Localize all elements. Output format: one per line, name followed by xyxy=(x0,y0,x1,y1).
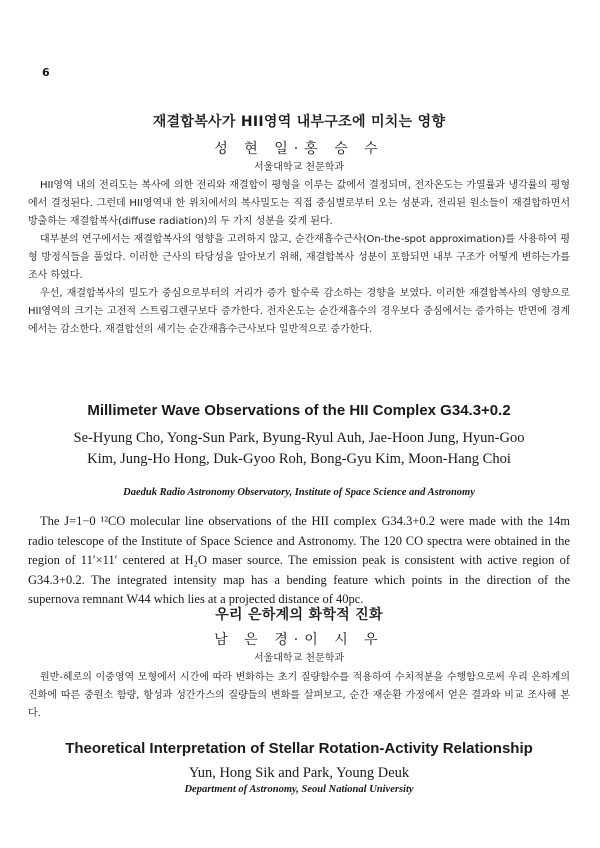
article2-authors-ko: 남 은 경·이 시 우 xyxy=(214,632,384,648)
article1-authors-en: Se-Hyung Cho, Yong-Sun Park, Byung-Ryul Auh, Jae-Hoon Jung, Hyun-Goo Kim, Jung-Ho Hong, Duk-Gyoo Roh, Bong-Gyu Kim, Moon-Hang Choi xyxy=(73,430,525,467)
abstract-ko-paragraph-2: 대부분의 연구에서는 재결합복사의 영향을 고려하지 않고, 순간재흡수근사(On-the-spot approximation)를 사용하여 평형 방정식들을 풀었다. 이러한 근사의 타당성을 알아보기 위해, 재결합복사 성분이 포함되면 내부 구조가 어떻게 변하는가를 조사 하였다. xyxy=(28,234,570,281)
article1-affiliation-ko: 서울대학교 천문학과 xyxy=(253,162,345,173)
article1-authors-ko: 성 현 일·홍 승 수 xyxy=(214,141,384,157)
article2-affiliation-ko: 서울대학교 천문학과 xyxy=(253,653,345,664)
article1-affiliation-en: Daeduk Radio Astronomy Observatory, Institute of Space Science and Astronomy xyxy=(123,487,475,498)
page-number: 6 xyxy=(42,66,50,79)
abstract-ko-paragraph-3: 우선, 재결합복사의 밀도가 중심으로부터의 거리가 증가 할수록 감소하는 경향을 보였다. 이러한 재결합복사의 영향으로 HII영역의 크기는 고전적 스트림그렌구보다 증가한다. 전자온도는 순간재흡수의 경우보다 중심에서는 증가하는 반면에 경계에서는 감소한다. 재결합선의 세기는 순간재흡수근사보다 일반적으로 증가한다. xyxy=(28,288,570,335)
article2-title-en: Theoretical Interpretation of Stellar Rotation-Activity Relationship xyxy=(65,740,533,757)
article2-abstract-ko xyxy=(28,669,570,723)
abstract2-ko-paragraph: 원반-헤로의 이중영역 모형에서 시간에 따라 변화하는 초기 질량함수를 적용하여 수치적분을 수행함으로써 우리 은하계의 진화에 따른 중원소 함량, 항성과 성간가스의 질량들의 변화를 살펴보고, 순간 재순환 가정에서 얻은 결과와 비교 조사해 본다. xyxy=(28,672,570,719)
abstract-en-paragraph: The J=1−0 ¹²CO molecular line observations of the HII complex G34.3+0.2 were made with the 14m radio telescope of the Institute of Space Science and Astronomy. The 120 CO spectra were obtained in the region of 11′×11′ centered at H₂O maser source. The emission peak is consistent with active region of G34.3+0.2. The integrated intensity map has a bending feature which points in the direction of the supernova remnant W44 which lies at a projected distance of 40pc. xyxy=(28,514,570,606)
article2-affiliation-en: Department of Astronomy, Seoul National University xyxy=(184,784,414,795)
abstract-ko-paragraph-1: HII영역 내의 전리도는 복사에 의한 전리와 재결합이 평형을 이루는 값에서 결정되며, 전자온도는 가열률과 냉각률의 평형에서 결정된다. 그런데 HII영역내 한 위치에서의 복사밀도는 직접 중심별로부터 오는 성분과, 전리된 원소들이 재결합하면서 방출하는 재결합복사(diffuse radiation)의 두 가지 성분을 갖게 된다. xyxy=(28,180,570,227)
article1-abstract-ko xyxy=(28,177,570,339)
article2-authors-en: Yun, Hong Sik and Park, Young Deuk xyxy=(188,765,410,781)
article1-title-en: Millimeter Wave Observations of the HII Complex G34.3+0.2 xyxy=(87,402,511,419)
article2-title-ko: 우리 은하계의 화학적 진화 xyxy=(215,607,383,623)
article1-title-ko: 재결합복사가 HII영역 내부구조에 미치는 영향 xyxy=(152,114,446,130)
article1-abstract-en xyxy=(28,512,570,610)
